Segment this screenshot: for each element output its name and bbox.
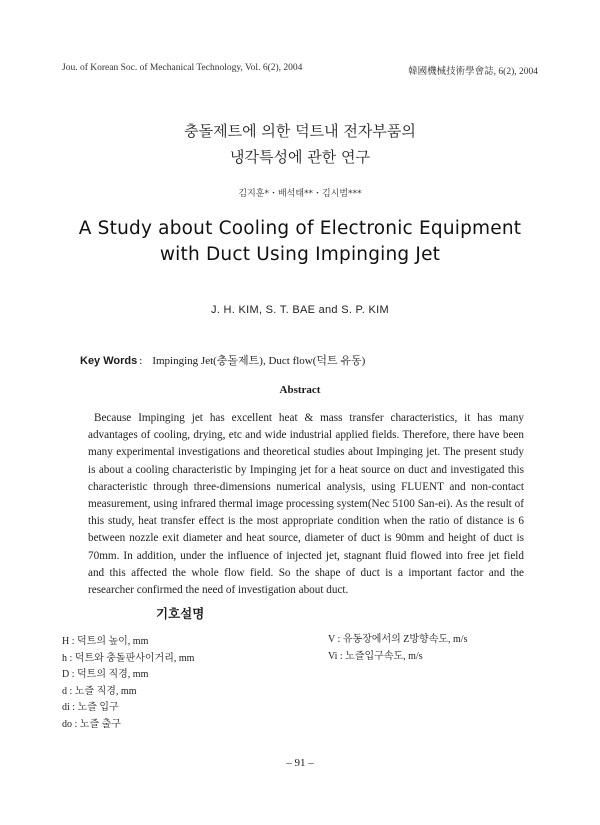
symbol-item: h : 덕트와 충돌판사이거리, mm — [62, 652, 195, 664]
korean-authors: 김지훈*・배석태**・김시범*** — [238, 189, 362, 199]
symbols-list-right — [328, 632, 467, 665]
abstract-text: Because Impinging jet has excellent heat & mass transfer characteristics, it has many advantages of cooling, drying, etc and wide industrial applied fields. Therefore, there have been many experimental investigations and theoretical studies about Impinging jet. The present study is about a cooling characteristic by Impinging jet for a heat source on duct and investigated this characteristic through three-dimensions numerical analysis, using FLUENT and non-contact measurement, using infrared thermal image processing system(Nec 5100 San-ei). As the result of this study, heat transfer effect is the most appropriate condition when the ratio of distance is 6 between nozzle exit diameter and heat source, diameter of duct is 90mm and height of duct is 70mm. In addition, under the influence of injected jet, stagnant fluid flowed into free jet field and this affected the whole flow field. So the shape of duct is a important factor and the researcher confirmed the need of investigation about duct. — [88, 412, 524, 597]
keywords-label: Key Words — [80, 355, 138, 367]
symbol-item: di : 노즐 입구 — [62, 702, 119, 713]
keywords — [80, 352, 365, 368]
symbols-heading: 기호설명 — [156, 606, 205, 621]
abstract-heading: Abstract — [279, 384, 321, 396]
page-number: – 91 – — [286, 757, 314, 769]
symbols-list-left — [62, 634, 194, 733]
journal-header-left: Jou. of Korean Soc. of Mechanical Technology, Vol. 6(2), 2004 — [62, 63, 303, 73]
keywords-value: Impinging Jet(충돌제트), Duct flow(덕트 유동) — [152, 355, 366, 367]
korean-title-line2: 냉각특성에 관한 연구 — [230, 148, 370, 166]
symbol-item: do : 노즐 출구 — [62, 718, 121, 730]
keywords-colon: : — [139, 355, 143, 367]
journal-header-right: 韓國機械技術學會誌, 6(2), 2004 — [408, 67, 538, 77]
korean-title — [0, 118, 600, 170]
korean-title-line1: 충돌제트에 의한 덕트내 전자부품의 — [184, 122, 416, 140]
symbol-item: H : 덕트의 높이, mm — [62, 636, 149, 647]
symbol-item: D : 덕트의 직경, mm — [62, 669, 149, 680]
symbol-item: V : 유동장에서의 Z방향속도, m/s — [328, 634, 468, 645]
symbol-item: Vi : 노즐입구속도, m/s — [328, 650, 423, 662]
english-title-line1: A Study about Cooling of Electronic Equipment — [78, 218, 522, 239]
english-title — [0, 216, 600, 268]
symbol-item: d : 노즐 직경, mm — [62, 685, 137, 697]
english-title-line2: with Duct Using Impinging Jet — [159, 244, 441, 265]
english-authors: J. H. KIM, S. T. BAE and S. P. KIM — [211, 304, 389, 316]
